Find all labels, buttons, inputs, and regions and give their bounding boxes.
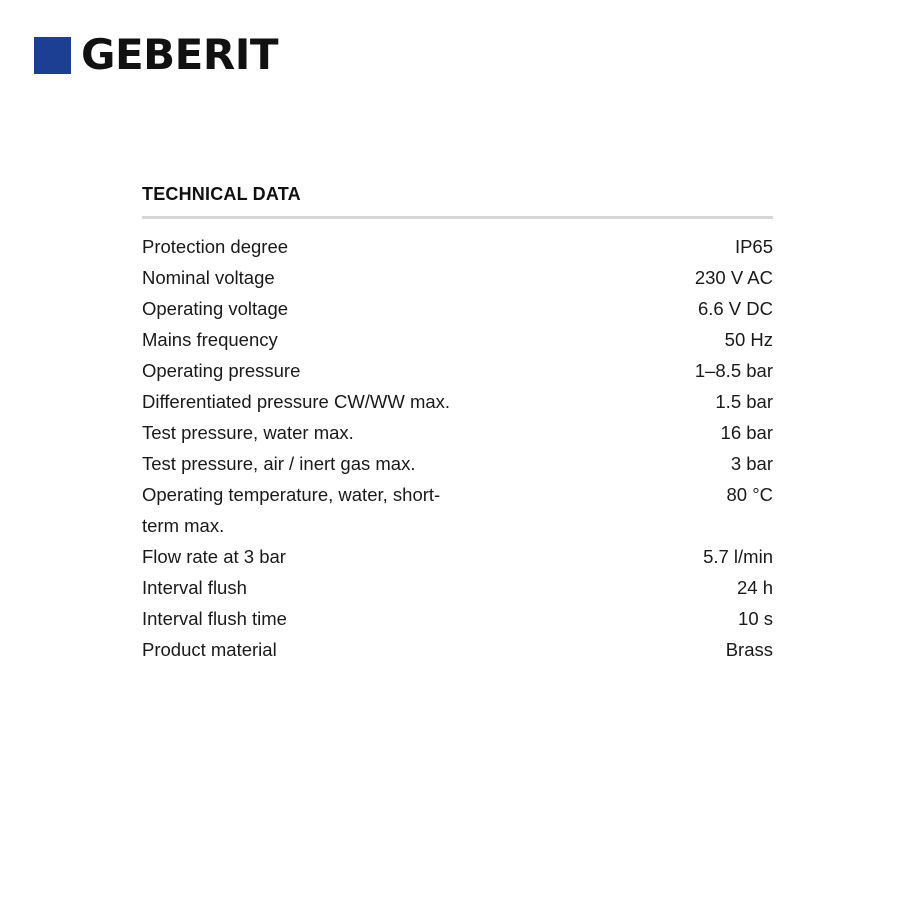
spec-value: 10 s xyxy=(738,608,773,629)
spec-value: Brass xyxy=(725,639,773,660)
spec-value: 230 V AC xyxy=(694,267,773,288)
spec-value: 1–8.5 bar xyxy=(694,360,773,381)
spec-label: Operating pressure xyxy=(142,360,301,381)
geberit-logo xyxy=(34,30,278,79)
spec-row xyxy=(142,355,773,386)
spec-label: Flow rate at 3 bar xyxy=(142,546,286,567)
section-divider xyxy=(142,216,773,219)
spec-value: 50 Hz xyxy=(724,329,773,350)
spec-label: Product material xyxy=(142,639,277,660)
logo-square-icon xyxy=(34,37,71,74)
spec-value: 3 bar xyxy=(730,453,773,474)
section-title: TECHNICAL DATA xyxy=(142,184,301,204)
spec-label: Nominal voltage xyxy=(142,267,275,288)
spec-label: Protection degree xyxy=(142,236,289,257)
spec-row xyxy=(142,634,773,665)
spec-value: 16 bar xyxy=(720,422,773,443)
spec-row xyxy=(142,386,773,417)
spec-row xyxy=(142,231,773,262)
spec-label: Operating voltage xyxy=(142,298,289,319)
spec-label: Test pressure, water max. xyxy=(142,422,354,443)
spec-row xyxy=(142,293,773,324)
spec-value: 1.5 bar xyxy=(715,391,773,412)
spec-row xyxy=(142,417,773,448)
spec-row xyxy=(142,603,773,634)
spec-label: Interval flush time xyxy=(142,608,287,629)
spec-row xyxy=(142,262,773,293)
spec-label: Interval flush xyxy=(142,577,247,598)
logo-wordmark: GEBERIT xyxy=(81,30,278,79)
spec-row xyxy=(142,572,773,603)
spec-row xyxy=(142,541,773,572)
spec-value: 6.6 V DC xyxy=(697,298,773,319)
spec-label: Test pressure, air / inert gas max. xyxy=(142,453,416,474)
spec-label: Mains frequency xyxy=(142,329,278,350)
spec-value: 24 h xyxy=(736,577,773,598)
spec-table xyxy=(142,231,773,665)
spec-row xyxy=(142,324,773,355)
spec-value: 80 °C xyxy=(726,484,773,505)
spec-value: 5.7 l/min xyxy=(703,546,773,567)
spec-value: IP65 xyxy=(734,236,773,257)
spec-label: Operating temperature, water, short-term max. xyxy=(142,484,441,536)
spec-label: Differentiated pressure CW/WW max. xyxy=(142,391,451,412)
spec-row xyxy=(142,479,773,541)
spec-row xyxy=(142,448,773,479)
technical-data-section xyxy=(142,180,773,665)
